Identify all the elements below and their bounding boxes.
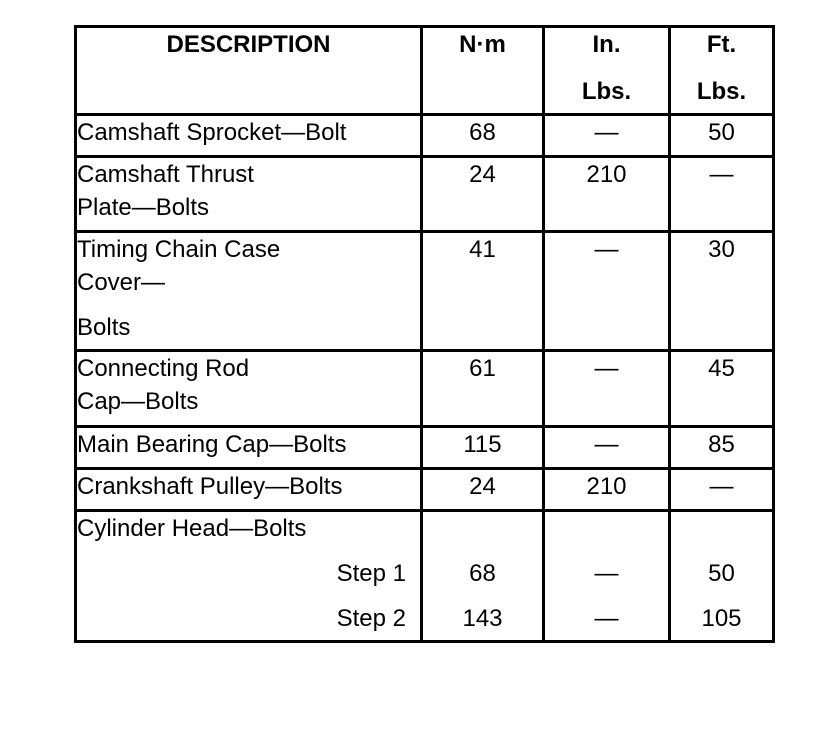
table-row xyxy=(76,469,774,511)
row-description xyxy=(76,511,422,642)
table-row xyxy=(76,232,774,351)
row-in-lbs: — xyxy=(544,232,670,351)
row-description xyxy=(76,157,422,232)
row-description-line: Plate—Bolts xyxy=(77,194,210,221)
row-description-line: Camshaft Thrust xyxy=(77,161,254,188)
row-description-line: Cap—Bolts xyxy=(77,388,199,415)
row-ft-lbs: 30 xyxy=(670,232,774,351)
header-in-lbs-line1: In. xyxy=(592,31,621,58)
row-nm: 24 xyxy=(422,469,544,511)
table-row xyxy=(76,115,774,157)
table-row xyxy=(76,427,774,469)
step-value: 68 xyxy=(469,560,496,587)
row-nm: 61 xyxy=(422,351,544,427)
step-label: Step 2 xyxy=(336,605,406,632)
row-ft-lbs: 45 xyxy=(670,351,774,427)
row-nm: 68 xyxy=(422,115,544,157)
header-ft-lbs-line1: Ft. xyxy=(706,31,737,58)
row-in-lbs: 210 xyxy=(544,157,670,232)
row-description xyxy=(76,351,422,427)
row-in-lbs: — xyxy=(544,115,670,157)
row-nm: 41 xyxy=(422,232,544,351)
step-label: Step 1 xyxy=(336,560,406,587)
row-in-lbs: — xyxy=(544,427,670,469)
row-in-lbs: 210 xyxy=(544,469,670,511)
row-ft-lbs xyxy=(670,511,774,642)
step-value: 105 xyxy=(701,605,742,632)
row-ft-lbs: 50 xyxy=(670,115,774,157)
header-description-label: DESCRIPTION xyxy=(166,31,331,58)
table-row xyxy=(76,511,774,642)
row-ft-lbs: — xyxy=(670,157,774,232)
header-in-lbs-line2: Lbs. xyxy=(581,78,632,105)
row-nm: 115 xyxy=(422,427,544,469)
row-description-line: Timing Chain Case xyxy=(77,236,281,263)
row-nm: 24 xyxy=(422,157,544,232)
table-row xyxy=(76,157,774,232)
row-description xyxy=(76,232,422,351)
row-description: Main Bearing Cap—Bolts xyxy=(76,427,422,469)
row-in-lbs xyxy=(544,511,670,642)
row-description: Crankshaft Pulley—Bolts xyxy=(76,469,422,511)
step-value: 50 xyxy=(708,560,735,587)
header-row xyxy=(76,27,774,115)
row-in-lbs: — xyxy=(544,351,670,427)
header-nm xyxy=(422,27,544,115)
step-value: 143 xyxy=(462,605,503,632)
row-nm xyxy=(422,511,544,642)
header-ft-lbs xyxy=(670,27,774,115)
table-row xyxy=(76,351,774,427)
row-ft-lbs: 85 xyxy=(670,427,774,469)
header-in-lbs xyxy=(544,27,670,115)
header-ft-lbs-line2: Lbs. xyxy=(696,78,747,105)
step-value: — xyxy=(594,560,619,587)
row-description-line: Cover— xyxy=(77,269,166,296)
row-description-line: Bolts xyxy=(77,314,131,341)
header-nm-label: N·m xyxy=(459,31,506,58)
header-description xyxy=(76,27,422,115)
row-description-line: Cylinder Head—Bolts xyxy=(77,515,307,542)
row-description-line: Connecting Rod xyxy=(77,355,250,382)
step-label-list xyxy=(77,557,420,635)
row-ft-lbs: — xyxy=(670,469,774,511)
row-description: Camshaft Sprocket—Bolt xyxy=(76,115,422,157)
step-value: — xyxy=(594,605,619,632)
torque-spec-table xyxy=(74,25,775,643)
